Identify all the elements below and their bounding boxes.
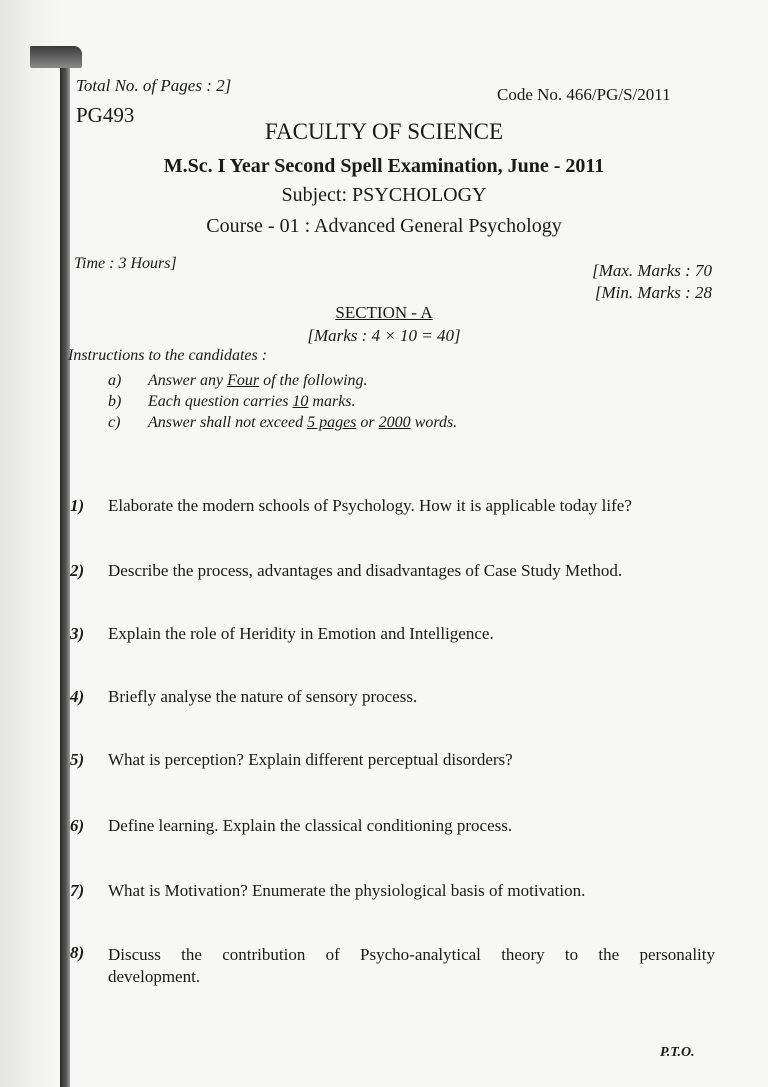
- binding-strip: [60, 55, 70, 1087]
- question-8: 8) Discuss the contribution of Psycho-analytical theory to the personality development.: [70, 943, 715, 986]
- instruction-item: c) Answer shall not exceed 5 pages or 2000 words.: [108, 414, 458, 431]
- instruction-item: a) Answer any Four of the following.: [108, 372, 368, 389]
- instructions-list: [108, 370, 457, 433]
- question-1: 1) Elaborate the modern schools of Psychology. How it is applicable today life?: [70, 496, 632, 515]
- marks-block: [592, 260, 712, 304]
- instructions-heading: Instructions to the candidates :: [68, 347, 268, 364]
- question-4: 4) Briefly analyse the nature of sensory process.: [70, 687, 418, 706]
- binding-clip: [30, 46, 82, 68]
- paper-code: PG493: [76, 103, 135, 127]
- exam-title: M.Sc. I Year Second Spell Examination, June - 2011: [163, 155, 605, 177]
- course-title: Course - 01 : Advanced General Psychology: [206, 215, 562, 237]
- question-7: 7) What is Motivation? Enumerate the physiological basis of motivation.: [70, 881, 586, 900]
- faculty-title: FACULTY OF SCIENCE: [264, 119, 504, 144]
- subject-title: Subject: PSYCHOLOGY: [281, 184, 487, 206]
- min-marks: [Min. Marks : 28: [594, 283, 712, 302]
- section-marks: [Marks : 4 × 10 = 40]: [307, 326, 461, 345]
- exam-time: Time : 3 Hours]: [74, 255, 177, 272]
- max-marks: [Max. Marks : 70: [592, 261, 712, 280]
- pto-note: P.T.O.: [660, 1045, 695, 1060]
- code-number: Code No. 466/PG/S/2011: [497, 85, 671, 104]
- question-3: 3) Explain the role of Heridity in Emotion and Intelligence.: [70, 624, 494, 643]
- total-pages: Total No. of Pages : 2]: [76, 76, 232, 95]
- instruction-item: b) Each question carries 10 marks.: [108, 393, 356, 410]
- question-6: 6) Define learning. Explain the classical conditioning process.: [70, 816, 513, 835]
- question-2: 2) Describe the process, advantages and disadvantages of Case Study Method.: [70, 561, 623, 580]
- section-title: SECTION - A: [335, 303, 433, 322]
- question-5: 5) What is perception? Explain different perceptual disorders?: [70, 750, 513, 769]
